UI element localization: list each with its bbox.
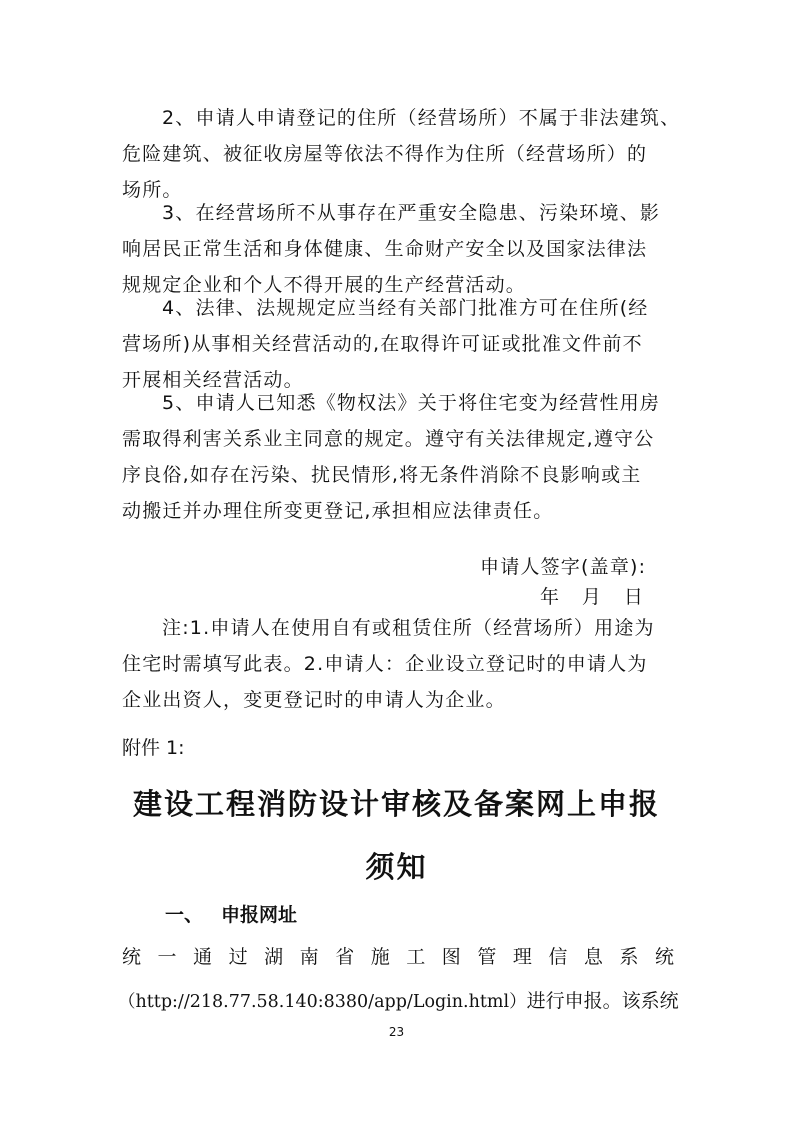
document-title-line-1: 建设工程消防设计审核及备案网上申报 [132,787,660,821]
item-line: 动搬迁并办理住所变更登记,承担相应法律责任。 [122,500,554,522]
signature-date: 年 月 日 [540,586,645,608]
item-line: 5、申请人已知悉《物权法》关于将住宅变为经营性用房 [162,392,661,414]
char: 通 [193,946,213,968]
char: 管 [477,946,497,968]
note-line: 住宅时需填写此表。2.申请人：企业设立登记时的申请人为 [122,653,648,675]
signature-label: 申请人签字(盖章): [480,556,647,578]
body-text-spread [122,942,674,969]
char: 施 [370,946,390,968]
char: 息 [583,946,603,968]
attachment-label: 附件 1: [122,737,185,759]
char: 信 [548,946,568,968]
item-line: 需取得利害关系业主同意的规定。遵守有关法律规定,遵守公 [122,428,655,450]
item-line: 规规定企业和个人不得开展的生产经营活动。 [122,274,527,296]
char: 一 [157,946,177,968]
item-line: 2、申请人申请登记的住所（经营场所）不属于非法建筑、 [162,107,681,129]
char: 图 [441,946,461,968]
item-line: 开展相关经营活动。 [122,369,304,391]
note-line: 企业出资人，变更登记时的申请人为企业。 [122,689,506,711]
char: 省 [335,946,355,968]
item-line: 危险建筑、被征收房屋等依法不得作为住所（经营场所）的 [122,143,648,165]
item-line: 3、在经营场所不从事存在严重安全隐患、污染环境、影 [162,202,661,224]
system-url-link[interactable]: （http://218.77.58.140:8380/app/Login.html） [118,992,527,1012]
char: 统 [654,946,674,968]
section-heading-1 [165,900,315,927]
char: 统 [122,946,142,968]
item-line: 4、法律、法规规定应当经有关部门批准方可在住所(经 [162,297,649,319]
document-title-line-2: 须知 [365,850,428,884]
char: 过 [228,946,248,968]
page-number: 23 [388,1025,405,1039]
char: 系 [619,946,639,968]
item-line: 序良俗,如存在污染、扰民情形,将无条件消除不良影响或主 [122,464,642,486]
char: 南 [299,946,319,968]
url-line [118,986,679,1013]
item-line: 营场所)从事相关经营活动的,在取得许可证或批准文件前不 [122,333,643,355]
note [122,610,674,718]
section-heading-text: 申报网址 [221,904,298,926]
note-line: 注:1.申请人在使用自有或租赁住所（经营场所）用途为 [162,617,655,639]
section-number: 一、 [165,904,204,926]
char: 理 [512,946,532,968]
char: 工 [406,946,426,968]
item-2 [122,100,681,208]
url-line-tail: 进行申报。该系统 [526,990,679,1012]
item-3 [122,195,674,303]
item-5 [122,385,674,529]
item-4 [122,290,674,398]
char: 湖 [264,946,284,968]
item-line: 响居民正常生活和身体健康、生命财产安全以及国家法律法 [122,238,648,260]
item-line: 场所。 [122,179,183,201]
